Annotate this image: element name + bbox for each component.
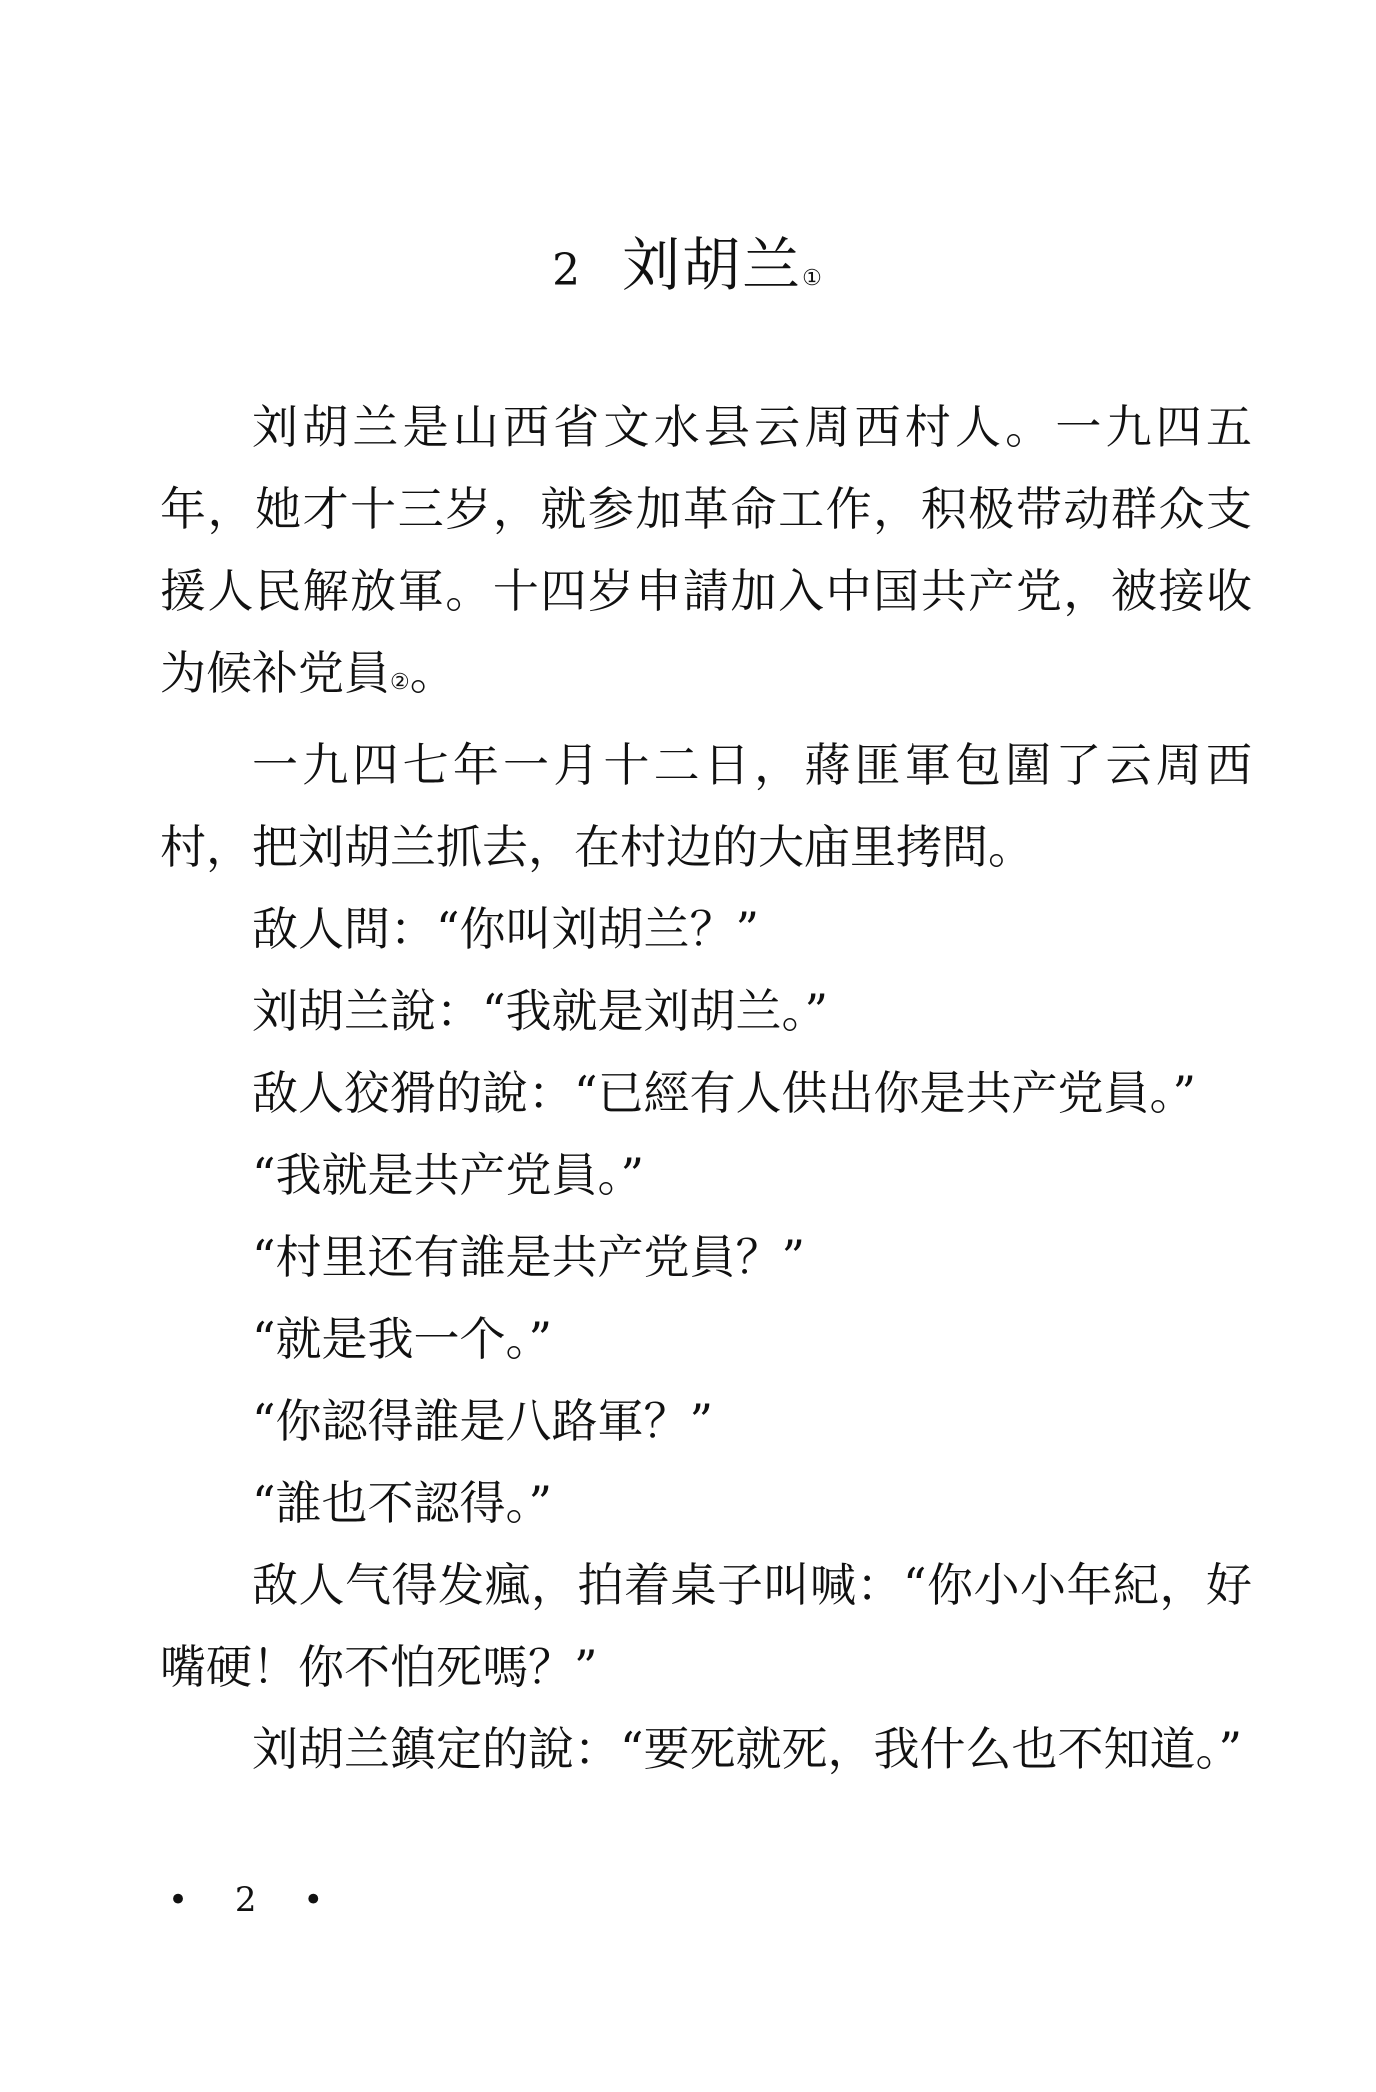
dialogue-line: 敌人狡猾的說：“已經有人供出你是共产党員。” [252, 1066, 1197, 1120]
chapter-body [160, 386, 1252, 1790]
dialogue-line: “誰也不認得。” [252, 1476, 553, 1530]
paragraph: 刘胡兰鎮定的說：“要死就死，我什么也不知道。” [252, 1722, 1243, 1776]
chapter-title-text: 刘胡兰 [622, 231, 803, 299]
chapter-number: 2 [552, 245, 583, 296]
paragraph: 敌人气得发瘋，拍着桌子叫喊：“你小小年紀，好嘴硬！你不怕死嗎？” [160, 1558, 1252, 1694]
dialogue-line: “就是我一个。” [252, 1312, 553, 1366]
dialogue-line: “你認得誰是八路軍？” [252, 1394, 714, 1448]
footnote-marker: ① [802, 266, 824, 291]
paragraph [160, 386, 1252, 724]
dialogue-line: “村里还有誰是共产党員？” [252, 1230, 806, 1284]
footnote-marker: ② [390, 670, 410, 695]
paragraph: 一九四七年一月十二日，蔣匪軍包圍了云周西村，把刘胡兰抓去，在村边的大庙里拷問。 [160, 738, 1252, 874]
paragraph-text: 刘胡兰是山西省文水县云周西村人。一九四五年，她才十三岁，就参加革命工作，积极带动群众支援人民解放軍。十四岁申請加入中国共产党，被接收为候补党員 [160, 400, 1252, 700]
dialogue-line: 刘胡兰說：“我就是刘胡兰。” [252, 984, 829, 1038]
paragraph-tail: 。 [409, 646, 456, 700]
page-number: • 2 • [168, 1880, 342, 1920]
chapter-title [0, 218, 1376, 302]
dialogue-line: “我就是共产党員。” [252, 1148, 645, 1202]
dialogue-line: 敌人問：“你叫刘胡兰？” [252, 902, 760, 956]
